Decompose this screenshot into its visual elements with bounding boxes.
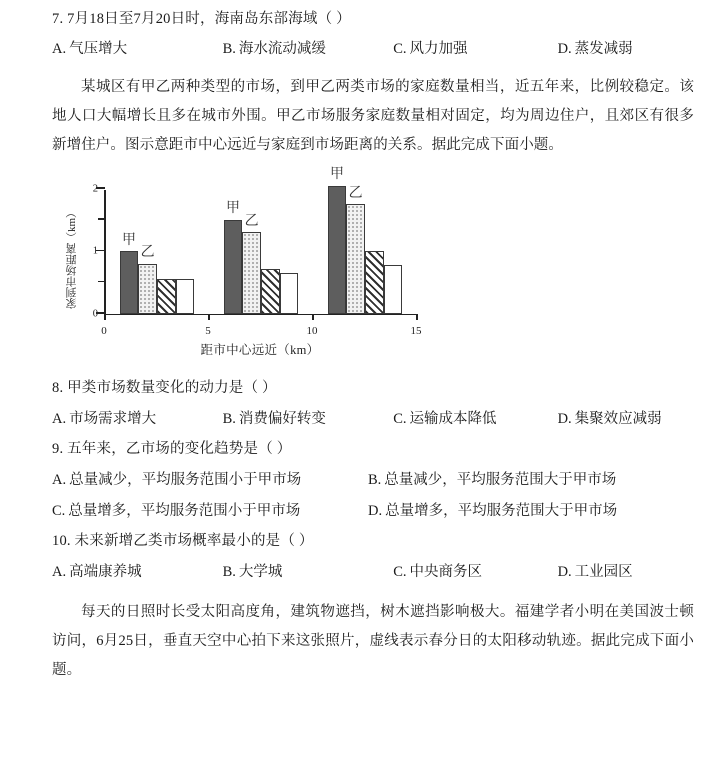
option-label: 运输成本降低 xyxy=(409,410,497,427)
option-row-item[interactable] xyxy=(368,501,684,523)
chart-x-axis-label: 距市中心远近（km） xyxy=(200,343,320,358)
option-row-item[interactable] xyxy=(52,409,223,431)
chart-bar xyxy=(176,279,195,313)
chart-y-tick-label: 0 xyxy=(92,308,98,320)
chart-bar-series-label: 乙 xyxy=(140,245,155,261)
chart-bar-series-label: 甲 xyxy=(329,167,344,183)
question-9-options-row1 xyxy=(0,470,724,492)
chart-bar-series-label: 乙 xyxy=(348,185,363,201)
option-label: 总量增多，平均服务范围大于甲市场 xyxy=(385,502,618,519)
market-passage: 某城区有甲乙两种类型的市场，到甲乙两类市场的家庭数量相当，近五年来，比例较稳定。该地人口大幅增长且多在城市外围。甲乙市场服务家庭数量相对固定，均为周边住户，且郊区有很多新增住户。图示意距市中心远近与家庭到市场距离的关系。据此完成下面小题。 xyxy=(52,79,694,154)
option-letter: A. xyxy=(52,41,67,58)
chart-bar xyxy=(384,265,403,314)
option-row-item[interactable] xyxy=(558,409,684,431)
chart-bar xyxy=(120,251,139,314)
chart-bar-series-label: 甲 xyxy=(225,201,240,217)
option-row-item[interactable] xyxy=(393,409,557,431)
option-letter: A. xyxy=(52,410,67,427)
chart-bar xyxy=(242,232,261,313)
option-letter: C. xyxy=(393,563,407,580)
option-row-item[interactable] xyxy=(52,470,368,492)
chart-bar xyxy=(157,279,176,313)
option-row-item[interactable] xyxy=(223,39,394,61)
option-row-item[interactable] xyxy=(52,501,368,523)
chart-x-tick xyxy=(312,314,314,320)
option-letter: D. xyxy=(557,563,572,580)
chart-bar xyxy=(346,204,365,313)
option-label: 总量减少，平均服务范围大于甲市场 xyxy=(384,471,617,488)
option-row-item[interactable] xyxy=(368,470,684,492)
option-label: 总量增多，平均服务范围小于甲市场 xyxy=(68,502,301,519)
option-label: 大学城 xyxy=(238,563,283,580)
question-9-stem: 9. 五年来，乙市场的变化趋势是（ ） xyxy=(52,441,292,458)
market-distance-chart xyxy=(0,167,724,369)
chart-y-tick-label: 2 xyxy=(92,183,98,195)
chart-plot-area xyxy=(92,167,422,338)
option-letter: D. xyxy=(557,41,572,58)
question-8-options xyxy=(0,409,724,431)
chart-bar xyxy=(261,269,280,314)
chart-y-tick xyxy=(98,281,105,283)
option-label: 中央商务区 xyxy=(409,563,483,580)
option-label: 高端康养城 xyxy=(69,563,142,580)
question-7-options xyxy=(0,39,724,61)
chart-x-tick xyxy=(104,314,106,320)
option-letter: D. xyxy=(557,410,572,427)
question-7-stem: 7. 7月18日至7月20日时，海南岛东部海域（ ） xyxy=(52,11,351,27)
chart-x-tick-label: 15 xyxy=(410,325,422,338)
chart-bar-series-label: 甲 xyxy=(121,232,136,248)
option-row-item[interactable] xyxy=(393,39,557,61)
option-letter: B. xyxy=(222,563,236,580)
option-label: 工业园区 xyxy=(574,563,633,580)
chart-y-tick xyxy=(98,218,105,220)
option-letter: B. xyxy=(368,471,382,488)
option-letter: D. xyxy=(368,502,383,519)
chart-x-axis xyxy=(104,314,416,316)
chart-area xyxy=(62,167,442,369)
option-label: 蒸发减弱 xyxy=(574,41,633,58)
chart-x-tick-label: 10 xyxy=(306,325,318,338)
option-label: 风力加强 xyxy=(409,41,468,58)
option-label: 气压增大 xyxy=(69,41,128,58)
option-letter: C. xyxy=(393,410,407,427)
question-9-options-row2 xyxy=(0,501,724,523)
option-label: 集聚效应减弱 xyxy=(574,410,662,427)
question-10-stem: 10. 未来新增乙类市场概率最小的是（ ） xyxy=(52,533,314,550)
chart-bar xyxy=(328,186,347,314)
chart-bar xyxy=(280,273,299,314)
option-letter: C. xyxy=(393,41,407,58)
exam-page xyxy=(0,8,724,757)
chart-y-tick-label: 1 xyxy=(92,245,98,257)
option-row-item[interactable] xyxy=(52,39,223,61)
chart-bar xyxy=(365,251,384,314)
chart-bar xyxy=(224,220,243,314)
option-row-item[interactable] xyxy=(558,562,684,584)
chart-bar xyxy=(138,264,157,314)
chart-bar-series-label: 乙 xyxy=(244,213,259,229)
option-label: 市场需求增大 xyxy=(69,410,157,427)
option-label: 总量减少，平均服务范围小于甲市场 xyxy=(69,471,302,488)
option-row-item[interactable] xyxy=(223,562,394,584)
option-row-item[interactable] xyxy=(558,39,684,61)
option-letter: A. xyxy=(52,563,67,580)
option-row-item[interactable] xyxy=(393,562,557,584)
option-row-item[interactable] xyxy=(223,409,394,431)
chart-x-tick xyxy=(416,314,418,320)
chart-x-tick-label: 5 xyxy=(205,325,211,338)
question-10-options xyxy=(0,562,724,584)
chart-x-tick-label: 0 xyxy=(101,325,107,338)
question-8-stem: 8. 甲类市场数量变化的动力是（ ） xyxy=(52,380,277,397)
option-letter: A. xyxy=(52,471,67,488)
option-label: 海水流动减缓 xyxy=(238,41,326,58)
option-letter: C. xyxy=(52,502,66,519)
chart-y-axis xyxy=(104,190,106,315)
sunlight-passage: 每天的日照时长受太阳高度角，建筑物遮挡，树木遮挡影响极大。福建学者小明在美国波士顿访问，6月25日，垂直天空中心拍下来这张照片，虚线表示春分日的太阳移动轨迹。据此完成下面小题。 xyxy=(52,603,694,678)
option-letter: B. xyxy=(222,41,236,58)
option-letter: B. xyxy=(222,410,236,427)
option-row-item[interactable] xyxy=(52,562,223,584)
option-label: 消费偏好转变 xyxy=(238,410,326,427)
chart-x-tick xyxy=(208,314,210,320)
chart-y-axis-label: 家到市场距离（km） xyxy=(66,207,78,310)
